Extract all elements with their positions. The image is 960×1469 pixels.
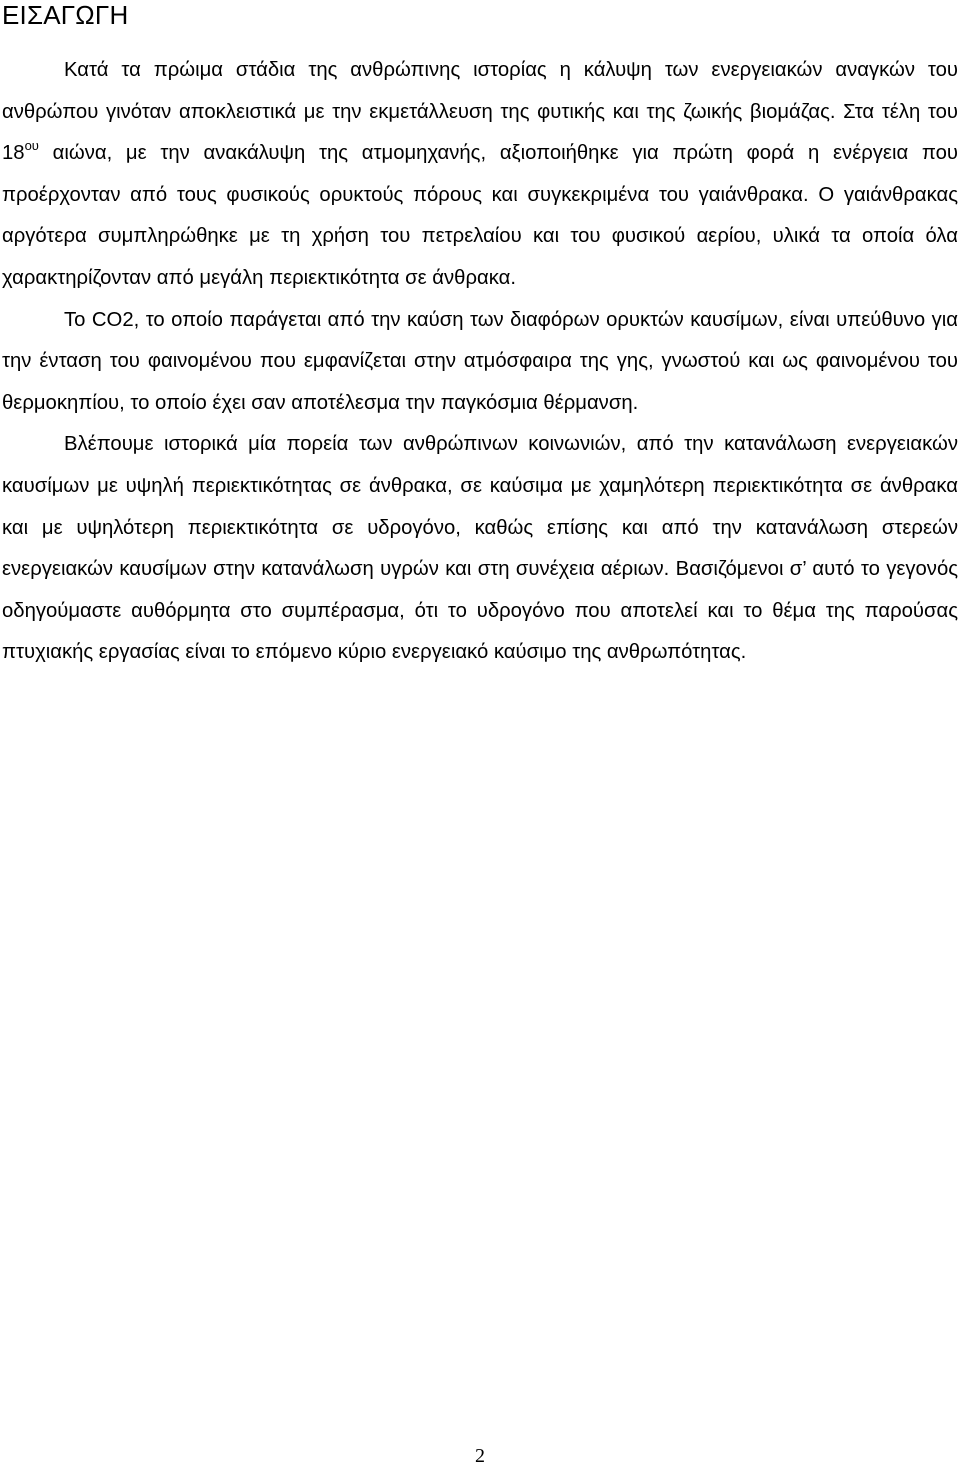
paragraph-energy-history (2, 50, 958, 300)
body-text (2, 50, 958, 674)
section-heading: ΕΙΣΑΓΩΓΗ (2, 0, 129, 30)
paragraph-hydrogen: Βλέπουμε ιστορικά μία πορεία των ανθρώπινων κοινωνιών, από την κατανάλωση ενεργειακών καυσίμων με υψηλή περιεκτικότητας σε άνθρακα, σε καύσιμα με χαμηλότερη περιεκτικότητα σε άνθρακα και με υψηλότερη περιεκτικότητα σε υδρογόνο, καθώς επίσης και από την κατανάλωση στερεών ενεργειακών καυσίμων στην κατανάλωση υγρών και στη συνέχεια αέριων. Βασιζόμενοι σ’ αυτό το γεγονός οδηγούμαστε αυθόρμητα στο συμπέρασμα, ότι το υδρογόνο που αποτελεί και το θέμα της παρούσας πτυχιακής εργασίας είναι το επόμενο κύριο ενεργειακό καύσιμο της ανθρωπότητας. (2, 433, 958, 664)
paragraph-text: αιώνα, με την ανακάλυψη της ατμομηχανής, αξιοποιήθηκε για πρώτη φορά η ενέργεια που προέρχονταν από τους φυσικούς ορυκτούς πόρους και συγκεκριμένα του γαιάνθρακα. Ο γαιάνθρακας αργότερα συμπληρώθηκε με τη χρήση του πετρελαίου και του φυσικού αερίου, υλικά τα οποία όλα χαρακτηρίζονταν από μεγάλη περιεκτικότητα σε άνθρακα. (2, 142, 958, 289)
paragraph-co2: Το CO2, το οποίο παράγεται από την καύση των διαφόρων ορυκτών καυσίμων, είναι υπεύθυνο για την ένταση του φαινομένου που εμφανίζεται στην ατμόσφαιρα της γης, γνωστού και ως φαινομένου του θερμοκηπίου, το οποίο έχει σαν αποτέλεσμα την παγκόσμια θέρμανση. (2, 308, 958, 414)
superscript-ordinal: ου (24, 138, 39, 154)
page-number: 2 (475, 1445, 485, 1467)
paragraph-text: Κατά τα πρώιμα στάδια της ανθρώπινης ιστορίας η κάλυψη των ενεργειακών αναγκών του ανθρώπου γινόταν αποκλειστικά με την εκμετάλλευση της φυτικής και της ζωικής βιομάζας. Στα τέλη του 18 (2, 59, 958, 165)
